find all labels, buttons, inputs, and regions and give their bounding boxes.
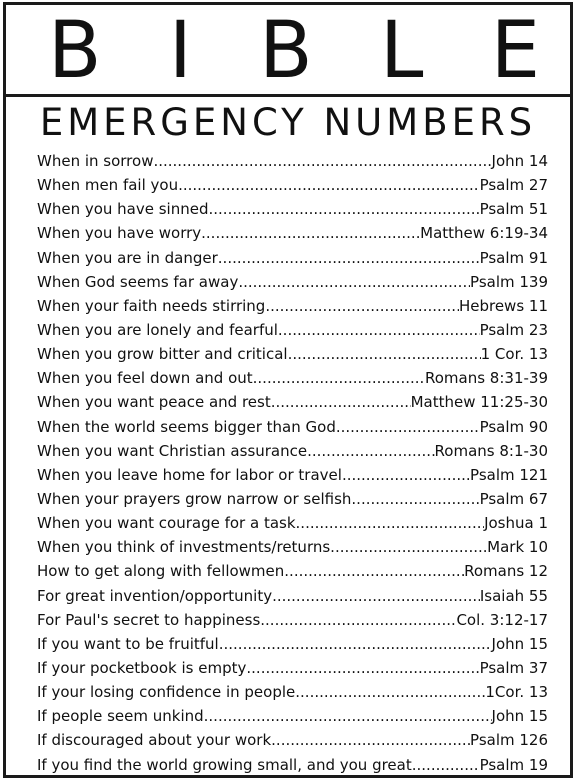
scripture-reference: Psalm 51 — [479, 200, 548, 219]
list-item — [37, 704, 548, 728]
list-item — [37, 173, 548, 197]
emergency-numbers-list — [37, 149, 548, 777]
dot-leader — [201, 221, 420, 245]
title-letter: L — [379, 6, 424, 96]
dot-leader — [295, 680, 485, 704]
list-item — [37, 270, 548, 294]
list-item — [37, 728, 548, 752]
scripture-reference: Hebrews 11 — [458, 296, 548, 315]
situation-text: When the world seems bigger than God — [37, 417, 336, 436]
scripture-reference: Psalm 23 — [479, 320, 548, 339]
dot-leader — [336, 415, 480, 439]
dot-leader — [342, 463, 470, 487]
dot-leader — [209, 197, 480, 221]
title-letter: E — [490, 6, 540, 96]
situation-text: When you have sinned — [37, 200, 209, 219]
scripture-reference: Isaiah 55 — [479, 586, 548, 605]
list-item — [37, 656, 548, 680]
situation-text: For Paul's secret to happiness — [37, 610, 261, 629]
dot-leader — [246, 656, 479, 680]
scripture-reference: Psalm 139 — [470, 272, 548, 291]
dot-leader — [265, 294, 459, 318]
situation-text: When you want Christian assurance — [37, 441, 308, 460]
list-item — [37, 415, 548, 439]
situation-text: If your losing confidence in people — [37, 683, 296, 702]
situation-text: If your pocketbook is empty — [37, 658, 247, 677]
dot-leader — [204, 704, 492, 728]
dot-leader — [307, 439, 434, 463]
dot-leader — [253, 366, 425, 390]
situation-text: When your prayers grow narrow or selfish — [37, 489, 352, 508]
scripture-reference: Psalm 67 — [479, 489, 548, 508]
subtitle: EMERGENCY NUMBERS — [39, 101, 537, 144]
scripture-reference: John 15 — [491, 707, 548, 726]
situation-text: How to get along with fellowmen — [37, 562, 285, 581]
scripture-reference: Matthew 6:19-34 — [420, 224, 548, 243]
situation-text: When you are in danger — [37, 248, 218, 267]
list-item — [37, 439, 548, 463]
scripture-reference: Psalm 19 — [479, 755, 548, 774]
dot-leader — [153, 149, 491, 173]
list-item — [37, 680, 548, 704]
situation-text: When you leave home for labor or travel — [37, 465, 342, 484]
list-item — [37, 463, 548, 487]
scripture-reference: Col. 3:12-17 — [456, 610, 548, 629]
list-item — [37, 342, 548, 366]
list-item — [37, 390, 548, 414]
dot-leader — [271, 728, 470, 752]
scripture-reference: Romans 12 — [464, 562, 548, 581]
list-item — [37, 221, 548, 245]
situation-text: For great invention/opportunity — [37, 586, 273, 605]
dot-leader — [260, 608, 456, 632]
title-letter: B — [259, 6, 313, 96]
situation-text: When your faith needs stirring — [37, 296, 266, 315]
list-item — [37, 559, 548, 583]
dot-leader — [178, 173, 479, 197]
dot-leader — [296, 511, 485, 535]
list-item — [37, 535, 548, 559]
dot-leader — [412, 753, 480, 777]
list-item — [37, 246, 548, 270]
scripture-reference: John 15 — [491, 634, 548, 653]
scripture-reference: Mark 10 — [487, 538, 548, 557]
situation-text: If you find the world growing small, and you great — [37, 755, 412, 774]
list-item — [37, 608, 548, 632]
title — [6, 6, 570, 96]
scripture-reference: Psalm 90 — [479, 417, 548, 436]
scripture-reference: Psalm 126 — [470, 731, 548, 750]
list-item — [37, 197, 548, 221]
situation-text: When you think of investments/returns — [37, 538, 331, 557]
dot-leader — [278, 318, 480, 342]
list-item — [37, 511, 548, 535]
situation-text: When God seems far away — [37, 272, 239, 291]
situation-text: When you are lonely and fearful — [37, 320, 278, 339]
scripture-reference: Joshua 1 — [484, 514, 548, 533]
scripture-reference: Romans 8:1-30 — [434, 441, 548, 460]
situation-text: When you feel down and out — [37, 369, 253, 388]
list-item — [37, 632, 548, 656]
situation-text: When you have worry — [37, 224, 202, 243]
list-item — [37, 487, 548, 511]
scripture-reference: Romans 8:31-39 — [424, 369, 548, 388]
situation-text: When you want courage for a task — [37, 514, 296, 533]
dot-leader — [219, 632, 492, 656]
situation-text: When you grow bitter and critical — [37, 345, 288, 364]
scripture-reference: Matthew 11:25-30 — [410, 393, 548, 412]
dot-leader — [218, 246, 480, 270]
dot-leader — [272, 584, 480, 608]
scripture-reference: Psalm 27 — [479, 176, 548, 195]
list-item — [37, 294, 548, 318]
list-item — [37, 366, 548, 390]
dot-leader — [284, 559, 464, 583]
title-letter: I — [168, 6, 192, 96]
dot-leader — [351, 487, 479, 511]
scripture-reference: Psalm 121 — [470, 465, 548, 484]
situation-text: When men fail you — [37, 176, 179, 195]
title-banner — [6, 5, 570, 97]
list-item — [37, 753, 548, 777]
dot-leader — [288, 342, 481, 366]
situation-text: When you want peace and rest — [37, 393, 271, 412]
scripture-reference: Psalm 91 — [479, 248, 548, 267]
dot-leader — [238, 270, 470, 294]
title-letter: B — [48, 6, 102, 96]
situation-text: If people seem unkind — [37, 707, 204, 726]
situation-text: If you want to be fruitful — [37, 634, 219, 653]
scripture-reference: Psalm 37 — [479, 658, 548, 677]
situation-text: When in sorrow — [37, 152, 154, 170]
list-item — [37, 149, 548, 173]
dot-leader — [330, 535, 487, 559]
scripture-reference: John 14 — [491, 152, 548, 170]
dot-leader — [271, 390, 411, 414]
scripture-reference: 1Cor. 13 — [485, 683, 548, 702]
list-item — [37, 318, 548, 342]
scripture-reference: 1 Cor. 13 — [480, 345, 548, 364]
list-item — [37, 584, 548, 608]
situation-text: If discouraged about your work — [37, 731, 272, 750]
